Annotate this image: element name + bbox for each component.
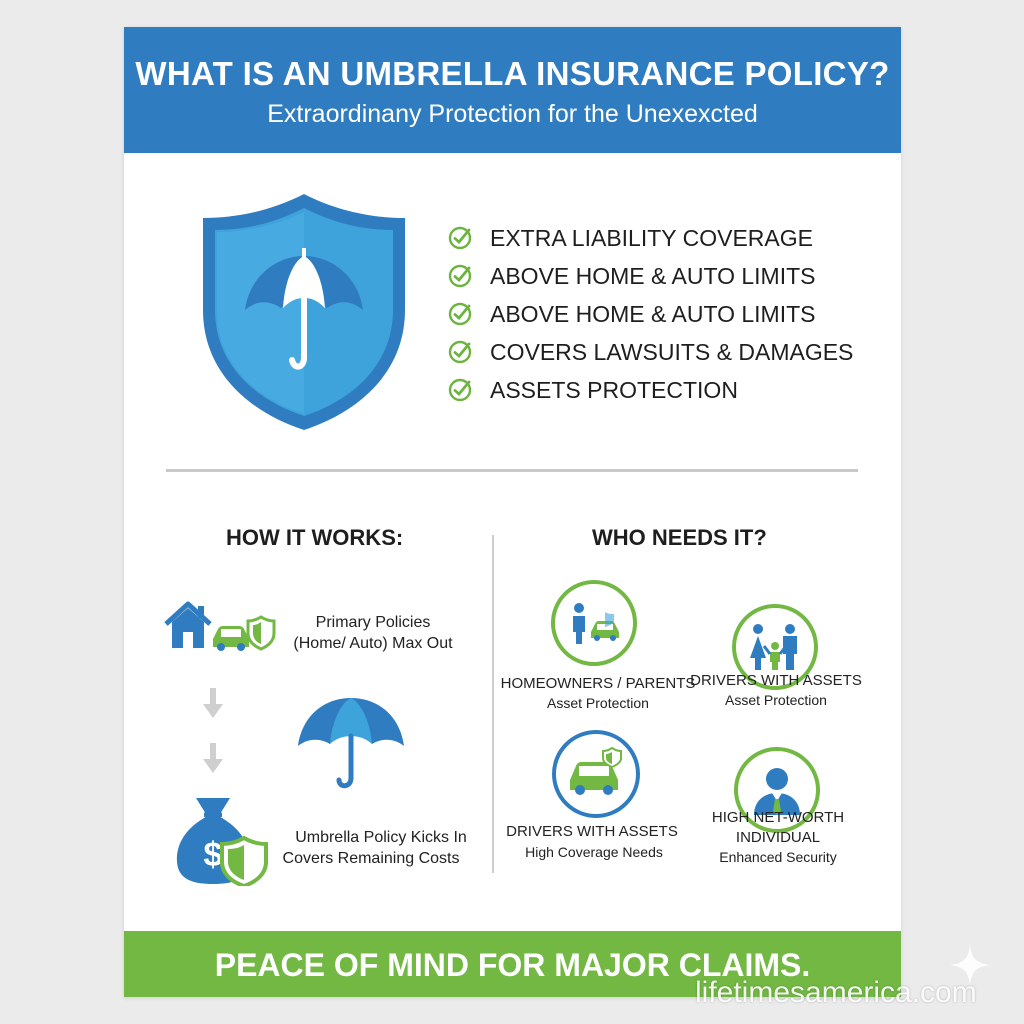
arrow-down-icon — [203, 688, 223, 720]
person-car-icon — [549, 578, 639, 668]
feature-list — [448, 223, 853, 413]
check-circle-icon — [448, 226, 472, 250]
page-subtitle: Extraordinany Protection for the Unexexcted — [267, 100, 758, 128]
feature-item — [448, 299, 853, 337]
feature-item — [448, 223, 853, 261]
step1-text-line1: Primary Policies — [315, 614, 431, 631]
who-needs-it-title: WHO NEEDS IT? — [592, 525, 767, 550]
feature-label: ASSETS PROTECTION — [490, 377, 738, 403]
feature-item — [448, 337, 853, 375]
footer-text: PEACE OF MIND FOR MAJOR CLAIMS. — [214, 947, 811, 983]
feature-label: EXTRA LIABILITY COVERAGE — [490, 225, 813, 251]
how-it-works-title: HOW IT WORKS: — [226, 525, 404, 550]
svg-text:$: $ — [203, 836, 223, 874]
section-divider — [166, 469, 858, 472]
feature-item — [448, 375, 853, 413]
who-item-label: DRIVERS WITH ASSETS — [506, 823, 678, 840]
shield-icon — [246, 615, 276, 651]
feature-label: ABOVE HOME & AUTO LIMITS — [490, 263, 816, 289]
umbrella-icon — [294, 692, 408, 792]
check-circle-icon — [448, 264, 472, 288]
arrow-down-icon — [203, 743, 223, 775]
who-item-label-line1: HIGH NET-WORTH — [711, 809, 845, 826]
sparkle-icon — [948, 943, 992, 987]
who-item-sub: Asset Protection — [725, 692, 827, 708]
who-item-sub: High Coverage Needs — [525, 844, 663, 860]
feature-label: COVERS LAWSUITS & DAMAGES — [490, 339, 854, 365]
feature-item — [448, 261, 853, 299]
page-title: WHAT IS AN UMBRELLA INSURANCE POLICY? — [135, 55, 890, 92]
watermark: lifetimesamerica.com — [695, 976, 977, 1009]
who-item-label: HOMEOWNERS / PARENTS — [500, 675, 696, 692]
feature-label: ABOVE HOME & AUTO LIMITS — [490, 301, 816, 327]
check-circle-icon — [448, 340, 472, 364]
check-circle-icon — [448, 378, 472, 402]
infographic-card — [124, 27, 901, 997]
who-item-label-line2: INDIVIDUAL — [735, 829, 821, 846]
step2-text-line2: Covers Remaining Costs — [282, 850, 460, 867]
money-bag-icon — [174, 792, 270, 886]
who-item-label: DRIVERS WITH ASSETS — [690, 672, 862, 689]
who-item-sub: Asset Protection — [547, 695, 649, 711]
shield-umbrella-icon — [199, 190, 409, 432]
check-circle-icon — [448, 302, 472, 326]
car-shield-icon — [550, 728, 642, 820]
step1-text-line2: (Home/ Auto) Max Out — [293, 635, 453, 652]
house-icon — [162, 598, 214, 650]
step2-text-line1: Umbrella Policy Kicks In — [295, 829, 467, 846]
header-banner — [124, 27, 901, 153]
who-item-sub: Enhanced Security — [719, 849, 837, 865]
